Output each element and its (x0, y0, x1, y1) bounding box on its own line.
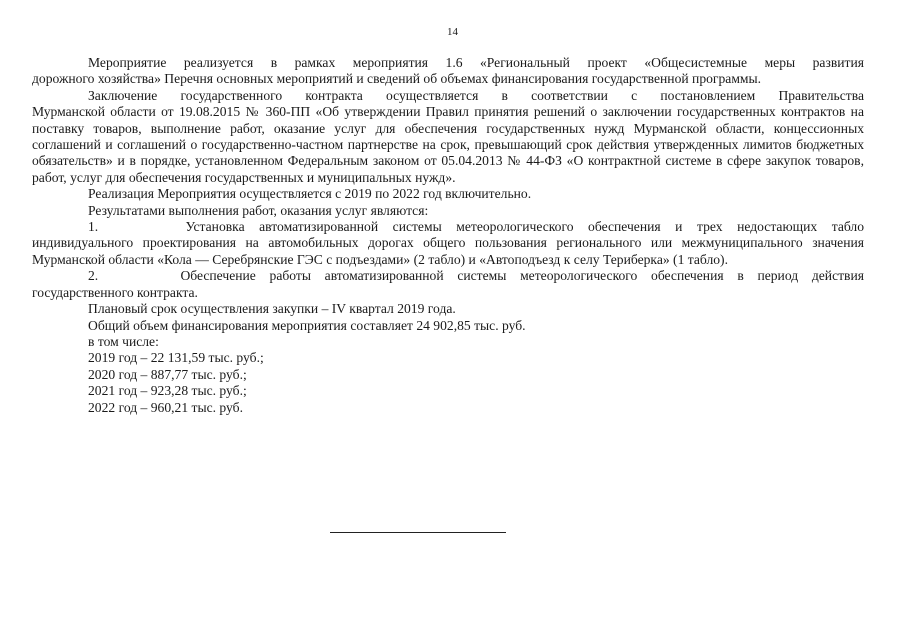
result-item-2 (32, 268, 864, 301)
paragraph-line-first: Реализация Мероприятия осуществляется с 2019 по 2022 год включительно. (88, 186, 532, 202)
total-financing: Общий объем финансирования мероприятия составляет 24 902,85 тыс. руб. (88, 317, 526, 333)
page-number: 14 (447, 26, 458, 38)
result-item-text: Установка автоматизированной системы метеорологического обеспечения и трех недостающих табло (185, 219, 865, 235)
paragraph-line-first: Мероприятие реализуется в рамках мероприятия 1.6 «Региональный проект «Общесистемные меры развития (88, 55, 864, 70)
paragraph-line-first: Заключение государственного контракта осуществляется в соответствии с постановлением Правительства (88, 87, 864, 103)
year-financing-2021: 2021 год – 923,28 тыс. руб.; (88, 383, 247, 399)
result-item-continuation: индивидуального проектирования на автомобильных дорогах общего пользования регионального или межмуниципального значения Мурманской области «Кола — Серебрянские ГЭС с подъездами» (2 табло) и «Автоподъезд к селу Териберка» (1 табло). (32, 235, 864, 267)
paragraph-line-first: Результатами выполнения работ, оказания услуг являются: (88, 202, 429, 218)
result-item-number: 1. (88, 219, 99, 235)
paragraph-results-intro (88, 203, 864, 219)
paragraph-period (88, 186, 864, 202)
document-body (32, 55, 865, 416)
including-label: в том числе: (88, 333, 159, 349)
procurement-term: Плановый срок осуществления закупки – IV квартал 2019 года. (88, 301, 456, 317)
result-item-continuation: государственного контракта. (32, 284, 198, 300)
end-divider-line (330, 532, 506, 533)
year-financing-2019: 2019 год – 22 131,59 тыс. руб.; (88, 350, 264, 366)
result-item-first-line (88, 219, 864, 235)
paragraph-continuation: дорожного хозяйства» Перечня основных мероприятий и сведений об объемах финансирования государственной программы. (32, 71, 762, 87)
result-item-first-line (88, 268, 864, 284)
result-item-text: Обеспечение работы автоматизированной системы метеорологического обеспечения в период действия (180, 268, 864, 284)
result-item-1 (32, 219, 865, 268)
paragraph-regional-project (32, 55, 864, 88)
result-item-number: 2. (88, 268, 99, 284)
paragraph-contract (32, 87, 864, 186)
year-financing-2022: 2022 год – 960,21 тыс. руб. (88, 399, 243, 415)
year-financing-2020: 2020 год – 887,77 тыс. руб.; (88, 366, 247, 382)
paragraph-continuation: Мурманской области от 19.08.2015 № 360-ПП «Об утверждении Правил принятия решений о заключении государственных контрактов на поставку товаров, выполнение работ, оказание услуг для обеспечения государственных нужд Мурманской области, концессионных соглашений и соглашений о государственно-частном партнерстве на срок, превышающий срок действия утвержденных лимитов бюджетных обязательств» и в порядке, установленном Федеральным законом от 05.04.2013 № 44-ФЗ «О контрактной системе в сфере закупок товаров, работ, услуг для обеспечения государственных и муниципальных нужд». (32, 104, 864, 185)
